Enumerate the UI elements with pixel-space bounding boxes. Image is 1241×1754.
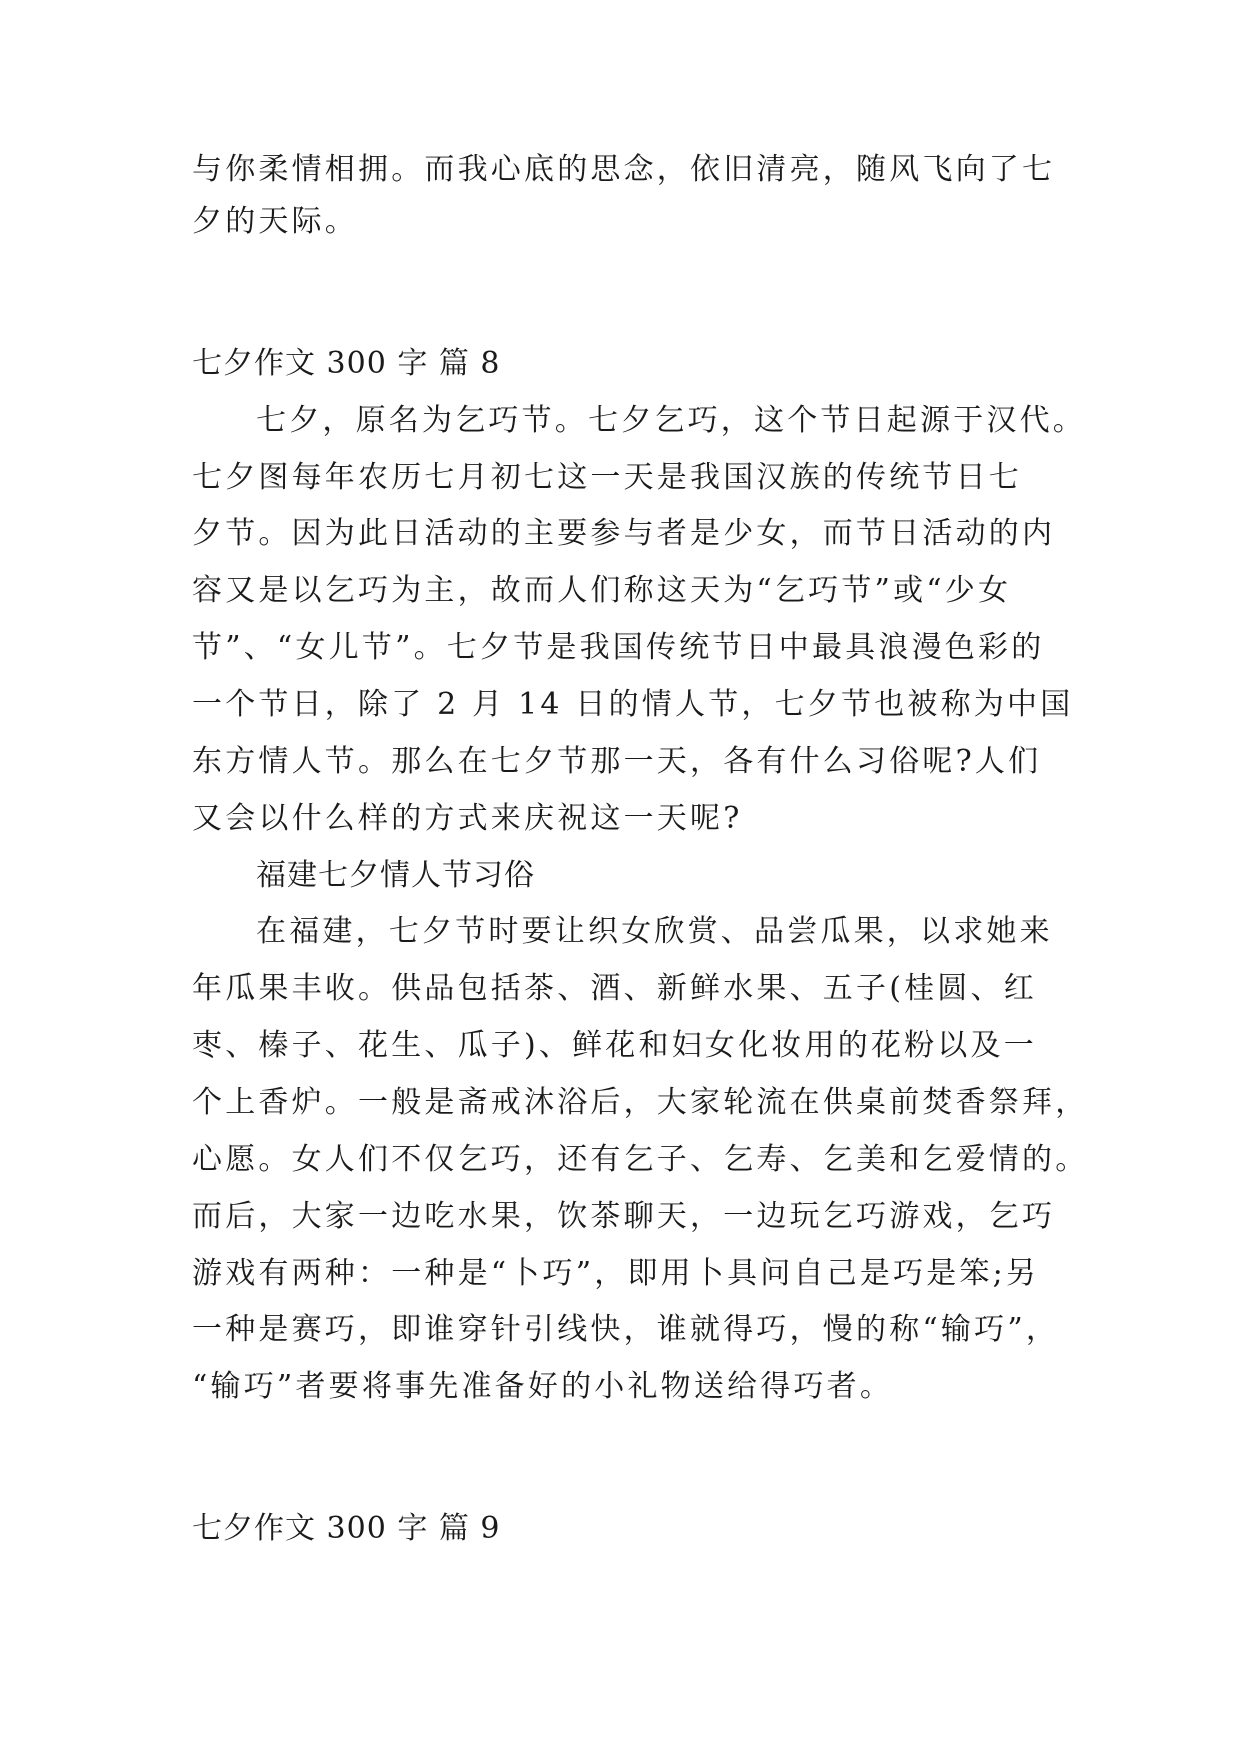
paragraph-line: 又会以什么样的方式来庆祝这一天呢? [192,801,743,836]
paragraph-line: “输巧”者要将事先准备好的小礼物送给得巧者。 [192,1369,894,1404]
paragraph-line: 东方情人节。那么在七夕节那一天，各有什么习俗呢?人们 [192,744,1042,779]
paragraph-line: 在福建，七夕节时要让织女欣赏、品尝瓜果，以求她来 [256,914,1053,949]
paragraph-line: 夕节。因为此日活动的主要参与者是少女，而节日活动的内 [192,516,1056,551]
paragraph-line: 游戏有两种：一种是“卜巧”，即用卜具问自己是巧是笨;另 [192,1256,1040,1291]
paragraph-line: 一种是赛巧，即谁穿针引线快，谁就得巧，慢的称“输巧”， [192,1312,1060,1347]
intro-line: 夕的天际。 [192,204,358,239]
subheading: 福建七夕情人节习俗 [256,858,535,893]
section-heading-8: 七夕作文 300 字 篇 8 [192,346,501,381]
paragraph-line: 一个节日，除了 2 月 14 日的情人节，七夕节也被称为中国 [192,687,1074,722]
section-heading-9: 七夕作文 300 字 篇 9 [192,1511,501,1546]
intro-line: 与你柔情相拥。而我心底的思念，依旧清亮，随风飞向了七 [192,152,1056,187]
paragraph-line: 而后，大家一边吃水果，饮茶聊天，一边玩乞巧游戏，乞巧 [192,1199,1056,1234]
paragraph-line: 心愿。女人们不仅乞巧，还有乞子、乞寿、乞美和乞爱情的。 [192,1142,1089,1177]
paragraph-line: 节”、“女儿节”。七夕节是我国传统节日中最具浪漫色彩的 [192,630,1045,665]
paragraph-line: 七夕图每年农历七月初七这一天是我国汉族的传统节日七 [192,460,1022,495]
paragraph-line: 年瓜果丰收。供品包括茶、酒、新鲜水果、五子(桂圆、红 [192,971,1037,1006]
paragraph-line: 个上香炉。一般是斋戒沐浴后，大家轮流在供桌前焚香祭拜， [192,1085,1089,1120]
paragraph-line: 枣、榛子、花生、瓜子)、鲜花和妇女化妆用的花粉以及一 [192,1028,1037,1063]
paragraph-line: 七夕，原名为乞巧节。七夕乞巧，这个节日起源于汉代。 [256,403,1086,438]
paragraph-line: 容又是以乞巧为主，故而人们称这天为“乞巧节”或“少女 [192,573,1012,608]
